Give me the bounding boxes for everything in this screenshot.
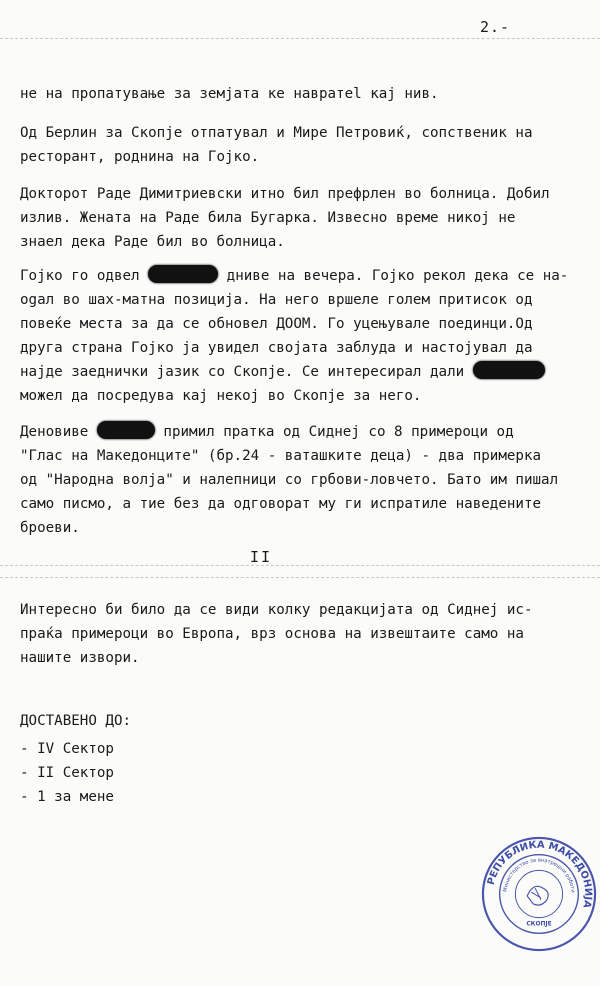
text-line: од "Народна волја" и налепници со грбови-ловчето. Бато им пишал — [20, 472, 559, 488]
stamp-outer-text: РЕПУБЛИКА МАКЕДОНИЈА — [485, 839, 594, 909]
paragraph-4 — [20, 264, 585, 408]
stamp-inner-text: Министерство за внатрешни работи — [502, 857, 576, 894]
stamp-bottom-text: СКОПЈЕ — [526, 921, 552, 928]
distribution-item: - 1 за мене — [20, 789, 114, 805]
text-line: најде заеднички јазик со Скопје. Се интересирал дали — [20, 364, 473, 380]
text-line: можел да посредува кај некој во Скопје за него. — [20, 388, 422, 404]
text-line: примил пратка од Сиднеј со 8 примероци од — [154, 424, 514, 440]
text-line: Деновиве — [20, 424, 97, 440]
text-line: друга страна Гојко ја увидел својата заблуда и настојувал да — [20, 340, 533, 356]
text-line: знаел дека Раде бил во болница. — [20, 234, 285, 250]
section-heading: II — [250, 548, 273, 566]
paragraph-6 — [20, 598, 585, 670]
text-line: Гојко го одвел — [20, 268, 149, 284]
text-line: повеќе места за да се обновел ДООМ. Го уцењувале поединци.Од — [20, 316, 533, 332]
text-line: не на пропатување за земјата ке навратеl кај нив. — [20, 86, 439, 102]
text-line: дниве на вечера. Гојко рекол дека се на- — [218, 268, 569, 284]
perforation-line — [0, 38, 600, 39]
page-number: 2.- — [480, 18, 511, 36]
text-line: Докторот Раде Димитриевски итно бил префрлен во болница. Добил — [20, 186, 550, 202]
text-line: "Глас на Македонците" (бр.24 - ваташките деца) - два примерка — [20, 448, 542, 464]
official-stamp — [480, 835, 598, 953]
text-line: Од Берлин за Скопје отпатувал и Мире Петровиќ, сопственик на — [20, 125, 533, 141]
distribution-title: ДОСТАВЕНО ДО: — [20, 713, 132, 729]
text-line: ресторант, роднина на Гојко. — [20, 149, 260, 165]
text-line: излив. Жената на Раде била Бугарка. Извесно време никој не — [20, 210, 516, 226]
paragraph-2 — [20, 121, 585, 169]
redaction-mark — [473, 361, 545, 379]
text-line: Интересно би било да се види колку редакцијата од Сиднеј ис- — [20, 602, 533, 618]
paragraph-3 — [20, 182, 585, 254]
svg-text:РЕПУБЛИКА МАКЕДОНИЈА — [486, 840, 594, 910]
paragraph-5 — [20, 420, 585, 540]
distribution-item: - IV Сектор — [20, 741, 114, 757]
text-line: нашите извори. — [20, 650, 140, 666]
redaction-mark — [97, 421, 155, 439]
svg-text:Министерство за внатрешни рабо — [503, 858, 576, 893]
text-line: праќа примероци во Европа, врз основа на извештаите само на — [20, 626, 524, 642]
redaction-mark — [148, 265, 218, 283]
distribution-item: - II Сектор — [20, 765, 114, 781]
text-line: броеви. — [20, 520, 80, 536]
text-line: само писмо, а тие без да одговорат му ги испратиле наведените — [20, 496, 542, 512]
text-line: ogал во шах-матна позиција. На него вршеле голем притисок од — [20, 292, 533, 308]
distribution-list — [20, 737, 114, 809]
paragraph-1 — [20, 82, 585, 106]
perforation-line — [0, 577, 600, 578]
perforation-line — [0, 565, 600, 566]
